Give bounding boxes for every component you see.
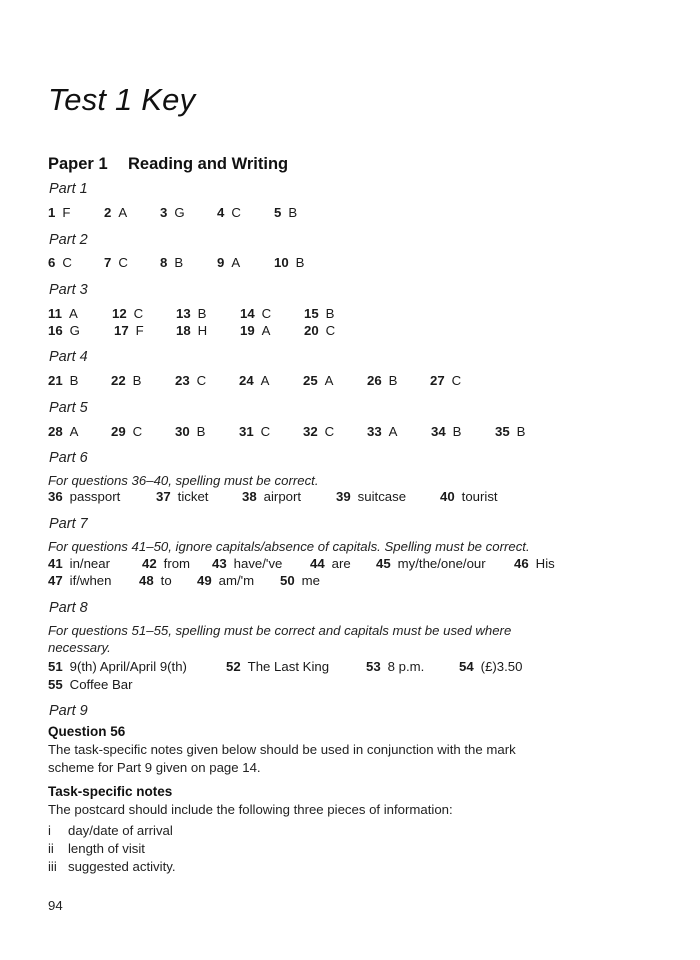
answer-item: 35 B (495, 424, 526, 439)
answer-item: 7 C (104, 255, 128, 270)
answer-item: 23 C (175, 373, 207, 388)
answer-item: 40 tourist (440, 489, 498, 504)
part-7-label: Part 7 (49, 516, 88, 532)
part-5-label: Part 5 (49, 400, 88, 416)
answer-item: 32 C (303, 424, 335, 439)
answer-item: 49 am/'m (197, 573, 255, 588)
answer-item: 48 to (139, 573, 172, 588)
answer-item: 24 A (239, 373, 270, 388)
answer-item: 3 G (160, 205, 185, 220)
list-item: i day/date of arrival (48, 823, 173, 838)
answer-item: 51 9(th) April/April 9(th) (48, 659, 187, 674)
part-6-note: For questions 36–40, spelling must be correct. (48, 473, 319, 488)
part-9-intro-line-1: The task-specific notes given below should be used in conjunction with the mark (48, 742, 516, 757)
part-8-label: Part 8 (49, 600, 88, 616)
task-notes-intro: The postcard should include the following three pieces of information: (48, 802, 453, 817)
task-notes-heading: Task-specific notes (48, 784, 173, 799)
answer-item: 26 B (367, 373, 398, 388)
answer-item: 13 B (176, 306, 207, 321)
answer-item: 27 C (430, 373, 462, 388)
part-6-label: Part 6 (49, 450, 88, 466)
answer-item: 2 A (104, 205, 128, 220)
list-item: ii length of visit (48, 841, 145, 856)
part-8-note-line-1: For questions 51–55, spelling must be correct and capitals must be used where (48, 623, 512, 638)
answer-item: 20 C (304, 323, 336, 338)
answer-item: 8 B (160, 255, 184, 270)
answer-item: 54 (£)3.50 (459, 659, 523, 674)
answer-item: 28 A (48, 424, 79, 439)
answer-item: 15 B (304, 306, 335, 321)
page-number: 94 (48, 898, 63, 913)
answer-item: 36 passport (48, 489, 121, 504)
answer-item: 11 A (48, 306, 78, 321)
answer-item: 45 my/the/one/our (376, 556, 486, 571)
part-9-intro-line-2: scheme for Part 9 given on page 14. (48, 760, 261, 775)
answer-item: 53 8 p.m. (366, 659, 425, 674)
answer-item: 44 are (310, 556, 351, 571)
answer-item: 29 C (111, 424, 143, 439)
answer-item: 43 have/'ve (212, 556, 283, 571)
answer-item: 1 F (48, 205, 71, 220)
part-8-note-line-2: necessary. (48, 640, 111, 655)
answer-item: 31 C (239, 424, 271, 439)
answer-item: 16 G (48, 323, 80, 338)
answer-item: 18 H (176, 323, 208, 338)
answer-item: 47 if/when (48, 573, 112, 588)
part-2-label: Part 2 (49, 232, 88, 248)
answer-item: 10 B (274, 255, 305, 270)
answer-item: 50 me (280, 573, 320, 588)
page-title: Test 1 Key (48, 82, 196, 117)
answer-item: 19 A (240, 323, 271, 338)
part-4-label: Part 4 (49, 349, 88, 365)
answer-item: 52 The Last King (226, 659, 330, 674)
part-7-note: For questions 41–50, ignore capitals/absence of capitals. Spelling must be correct. (48, 539, 530, 554)
answer-item: 41 in/near (48, 556, 110, 571)
answer-item: 5 B (274, 205, 298, 220)
answer-item: 21 B (48, 373, 79, 388)
answer-item: 39 suitcase (336, 489, 407, 504)
answer-item: 14 C (240, 306, 272, 321)
paper-heading (48, 155, 288, 174)
answer-item: 9 A (217, 255, 241, 270)
answer-item: 4 C (217, 205, 241, 220)
part-1-label: Part 1 (49, 181, 88, 197)
part-9-label: Part 9 (49, 703, 88, 719)
answer-item: 22 B (111, 373, 142, 388)
answer-item: 46 His (514, 556, 555, 571)
paper-name: Reading and Writing (128, 155, 289, 173)
answer-item: 38 airport (242, 489, 302, 504)
answer-item: 25 A (303, 373, 334, 388)
answer-item: 37 ticket (156, 489, 209, 504)
answer-item: 6 C (48, 255, 72, 270)
answer-item: 34 B (431, 424, 462, 439)
answer-item: 12 C (112, 306, 144, 321)
list-item: iii suggested activity. (48, 859, 176, 874)
answer-item: 42 from (142, 556, 191, 571)
answer-item: 17 F (114, 323, 144, 338)
answer-item: 30 B (175, 424, 206, 439)
paper-number: Paper 1 (48, 155, 108, 173)
part-3-label: Part 3 (49, 282, 88, 298)
answer-item: 55 Coffee Bar (48, 677, 133, 692)
question-56-heading: Question 56 (48, 724, 126, 739)
answer-item: 33 A (367, 424, 398, 439)
